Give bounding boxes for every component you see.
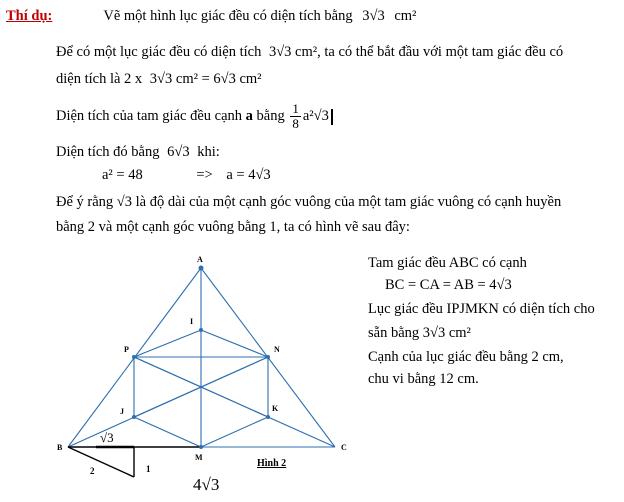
p4-value: 6√3 [167, 144, 190, 160]
example-title: Vẽ một hình lục giác đều có diện tích bằng [103, 8, 353, 24]
p1-text-b: ta có thể bắt đầu với một tam giác đều có [324, 44, 564, 60]
p3-text-b: bằng [256, 108, 285, 124]
vertex-J: J [120, 407, 124, 416]
p1-text-a: Để có một lục giác đều có diện tích [56, 44, 262, 60]
vertex-M: M [195, 453, 203, 462]
side-line-4: sẵn bằng 3√3 cm² [368, 325, 471, 341]
helper-hyp [68, 447, 134, 477]
example-title-unit: cm² [394, 8, 417, 24]
p3-formula: a²√3 [302, 108, 329, 124]
label-sqrt3: √3 [100, 430, 114, 445]
p3-text-a: Diện tích của tam giác đều cạnh [56, 108, 243, 124]
p4-text-b: khi: [197, 144, 220, 160]
vertex-B: B [57, 443, 63, 452]
p3-frac-den: 8 [292, 116, 299, 132]
p3-frac-num: 1 [292, 101, 299, 117]
dot-A [199, 266, 204, 271]
side-line-6: chu vi bằng 12 cm. [368, 371, 479, 387]
side-line-2: BC = CA = AB = 4√3 [385, 277, 512, 293]
label-1: 1 [146, 464, 151, 474]
dot-P [132, 355, 136, 359]
dot-J [132, 415, 136, 419]
vertex-A: A [197, 255, 203, 264]
p4-text-a: Diện tích đó bằng [56, 144, 160, 160]
label-4sqrt3: 4√3 [193, 475, 220, 494]
side-line-5: Cạnh của lục giác đều bằng 2 cm, [368, 349, 564, 365]
dot-N [266, 355, 270, 359]
p2-text: diện tích là 2 x [56, 71, 143, 87]
paragraph-6: Để ý rằng √3 là độ dài của một cạnh góc vuông của một tam giác vuông có cạnh huyền [56, 194, 562, 210]
dot-I [199, 328, 203, 332]
label-2: 2 [90, 466, 95, 476]
p2-value: 3√3 cm² = 6√3 cm² [149, 71, 262, 87]
p5-result: a = 4√3 [226, 167, 271, 183]
p3-bold-a: a [245, 108, 253, 124]
dot-K [266, 415, 270, 419]
side-line-1: Tam giác đều ABC có cạnh [368, 255, 527, 271]
p5-equation: a² = 48 [102, 167, 143, 183]
vertex-P: P [124, 345, 129, 354]
vertex-N: N [274, 345, 280, 354]
p5-arrow: => [196, 167, 213, 183]
p1-value: 3√3 cm², [268, 44, 321, 60]
vertex-I: I [190, 317, 194, 326]
example-label: Thí dụ: [6, 8, 53, 24]
dot-M [199, 445, 203, 449]
vertex-K: K [272, 404, 279, 413]
side-line-3: Lục giác đều IPJMKN có diện tích cho [368, 301, 595, 317]
paragraph-7: bằng 2 và một cạnh góc vuông bằng 1, ta có hình vẽ sau đây: [56, 219, 410, 235]
vertex-C: C [341, 443, 347, 452]
example-title-value: 3√3 [362, 8, 385, 24]
figure-caption: Hình 2 [257, 458, 287, 469]
